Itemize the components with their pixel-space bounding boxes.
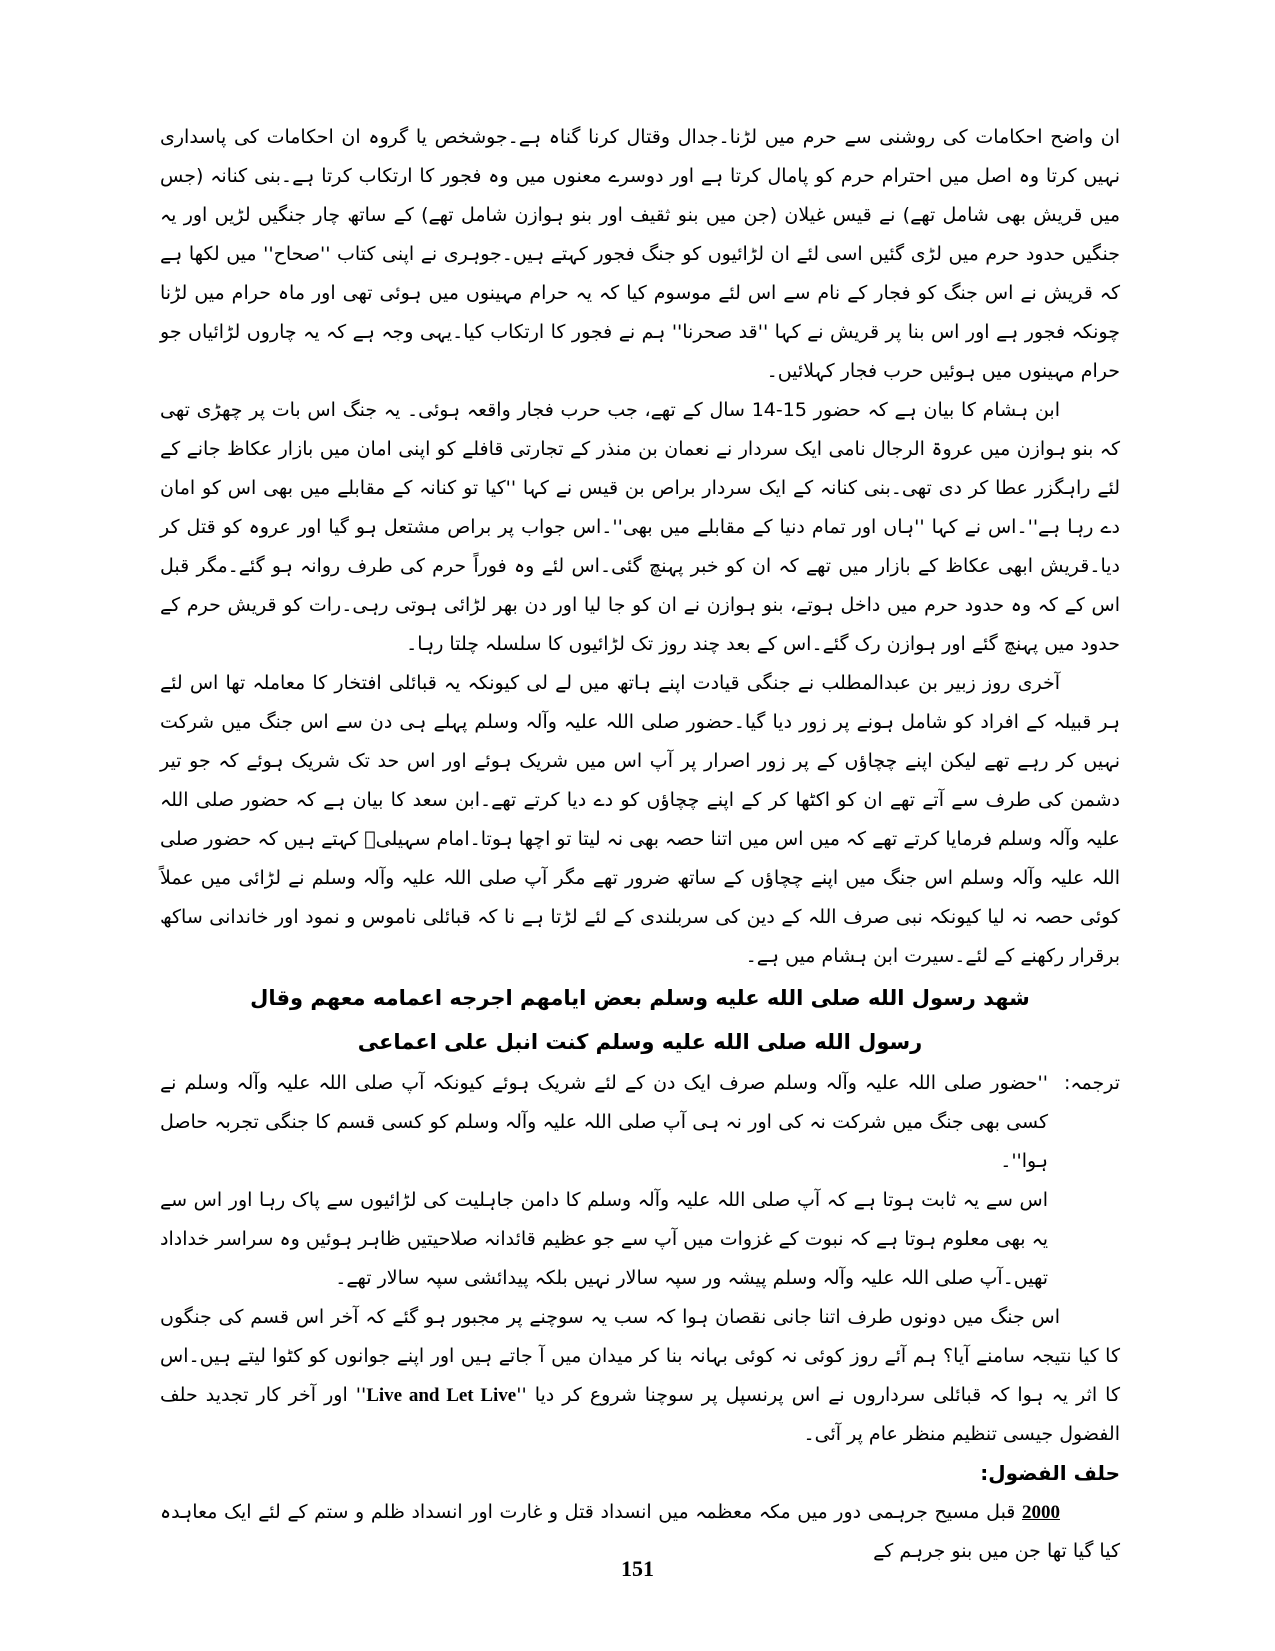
page-content (160, 118, 1120, 1571)
hilf-text: قبل مسیح جرہمی دور میں مکہ معظمہ میں انسداد قتل و غارت اور انسداد ظلم و ستم کے لئے ایک معاہدہ کیا گیا تھا جن میں بنو جرہم کے (160, 1501, 1120, 1562)
arabic-quote-line-2: رسول الله صلى الله عليه وسلم كنت انبل على اعماعى (357, 1030, 923, 1054)
paragraph-ibn-hisham: ابن ہشام کا بیان ہے کہ حضور 15-14 سال کے تھے، جب حرب فجار واقعہ ہوئی۔ یہ جنگ اس بات پر چھڑی تھی کہ بنو ہوازن میں عروۃ الرجال نامی ایک سردار نے نعمان بن منذر کے تجارتی قافلے کو اپنی امان میں بازار عکاظ جانے کے لئے راہگزر عطا کر دی تھی۔بنی کنانہ کے ایک سردار براص بن قیس نے کہا ''کیا تو کنانہ کے مقابلے میں بھی اس کو امان دے رہا ہے''۔اس نے کہا ''ہاں اور تمام دنیا کے مقابلے میں بھی''۔اس جواب پر براص مشتعل ہو گیا اور عروہ کو قتل کر دیا۔قریش ابھی عکاظ کے بازار میں تھے کہ ان کو خبر پہنچ گئی۔اس لئے وہ فوراً حرم کی طرف روانہ ہو گئے۔مگر قبل اس کے کہ وہ حدود حرم میں داخل ہوتے، بنو ہوازن نے ان کو جا لیا اور دن بھر لڑائی ہوتی رہی۔رات کو قریش حرم کے حدود میں پہنچ گئے اور ہوازن رک گئے۔اس کے بعد چند روز تک لڑائیوں کا سلسلہ چلتا رہا۔ (160, 399, 1120, 655)
aftermath-text-start: اس جنگ میں دونوں طرف اتنا جانی نقصان ہوا کہ سب یہ سوچنے پر مجبور ہو گئے کہ آخر اس قسم کی جنگوں کا کیا نتیجہ سامنے آیا؟ ہم آئے روز کوئی نہ کوئی بہانہ بنا کر میدان میں آ جاتے ہیں اور اپنے جوانوں کو کٹوا لیتے ہیں۔اس کا اثر یہ ہوا کہ قبائلی سرداروں نے اس پرنسپل پر سوچنا شروع کر دیا '' (160, 1306, 1121, 1406)
translation-block (160, 1064, 1120, 1181)
latin-phrase: Live and Let Live (366, 1385, 517, 1406)
arabic-quote-line-1: شهد رسول الله صلى الله عليه وسلم بعض ايامهم اجرجه اعمامه معهم وقال (250, 986, 1030, 1010)
paragraph-conclusion: اس سے یہ ثابت ہوتا ہے کہ آپ صلی اللہ علیہ وآلہ وسلم کا دامن جاہلیت کی لڑائیوں سے پاک رہا اور اس سے یہ بھی معلوم ہوتا ہے کہ نبوت کے غزوات میں آپ سے جو عظیم قائدانہ صلاحیتیں ظاہر ہوئیں وہ سراسر خداداد تھیں۔آپ صلی اللہ علیہ وآلہ وسلم پیشہ ور سپہ سالار نہیں بلکہ پیدائشی سپہ سالار تھے۔ (160, 1189, 1048, 1289)
translation-text: ''حضور صلی اللہ علیہ وآلہ وسلم صرف ایک دن کے لئے شریک ہوئے کیونکہ آپ صلی اللہ علیہ وآلہ وسلم نے کسی بھی جنگ میں شرکت نہ کی اور نہ ہی آپ صلی اللہ علیہ وآلہ وسلم کو کسی قسم کا جنگی تجربہ حاصل ہوا''۔ (160, 1072, 1048, 1172)
paragraph-fijar-definition: ان واضح احکامات کی روشنی سے حرم میں لڑنا۔جدال وقتال کرنا گناہ ہے۔جوشخص یا گروہ ان احکامات کی پاسداری نہیں کرتا وہ اصل میں احترام حرم کو پامال کرتا ہے اور دوسرے معنوں میں وہ فجور کا ارتکاب کرتا ہے۔بنی کنانہ (جس میں قریش بھی شامل تھے) نے قیس غیلان (جن میں بنو ثقیف اور بنو ہوازن شامل تھے) کے ساتھ چار جنگیں لڑیں اور یہ جنگیں حدود حرم میں لڑی گئیں اسی لئے ان لڑائیوں کو جنگ فجور کہتے ہیں۔جوہری نے اپنی کتاب ''صحاح'' میں لکھا ہے کہ قریش نے اس جنگ کو فجار کے نام سے اس لئے موسوم کیا کہ یہ حرام مہینوں میں ہوئی تھی اور ماہ حرام میں لڑنا چونکہ فجور ہے اور اس بنا پر قریش نے کہا ''قد صحرنا'' ہم نے فجور کا ارتکاب کیا۔یہی وجہ ہے کہ یہ چاروں لڑائیاں جو حرام مہینوں میں ہوئیں حرب فجار کہلائیں۔ (160, 126, 1120, 382)
page-number: 151 (621, 1556, 654, 1581)
year-2000: 2000 (1022, 1502, 1060, 1523)
aftermath-text-end: '' اور آخر کار تجدید حلف الفضول جیسی تنظیم منظر عام پر آئی۔ (160, 1384, 1120, 1445)
paragraph-aftermath (160, 1298, 1120, 1454)
translation-label: ترجمہ: (1063, 1072, 1120, 1094)
section-heading: حلف الفضول: (980, 1461, 1120, 1485)
paragraph-last-day: آخری روز زبیر بن عبدالمطلب نے جنگی قیادت اپنے ہاتھ میں لے لی کیونکہ یہ قبائلی افتخار کا معاملہ تھا اس لئے ہر قبیلہ کے افراد کو شامل ہونے پر زور دیا گیا۔حضور صلی اللہ علیہ وآلہ وسلم پہلے ہی دن سے اس جنگ میں شرکت نہیں کر رہے تھے لیکن اپنے چچاؤں کے پر زور اصرار پر آپ اس میں شریک ہوئے اور اس حد تک شریک ہوئے کہ جو تیر دشمن کی طرف سے آتے تھے ان کو اکٹھا کر کے اپنے چچاؤں کو دے دیا کرتے تھے۔ابن سعد کا بیان ہے کہ حضور صلی اللہ علیہ وآلہ وسلم فرمایا کرتے تھے کہ میں اس میں اتنا حصہ بھی نہ لیتا تو اچھا ہوتا۔امام سہیلیؒ کہتے ہیں کہ حضور صلی اللہ علیہ وآلہ وسلم اس جنگ میں اپنے چچاؤں کے ساتھ ضرور تھے مگر آپ صلی اللہ علیہ وآلہ وسلم نے لڑائی میں عملاً کوئی حصہ نہ لیا کیونکہ نبی صرف اللہ کے دین کی سربلندی کے لئے لڑتا ہے نا کہ قبائلی ناموس و نمود اور خاندانی ساکھ برقرار رکھنے کے لئے۔سیرت ابن ہشام میں ہے۔ (160, 672, 1120, 967)
